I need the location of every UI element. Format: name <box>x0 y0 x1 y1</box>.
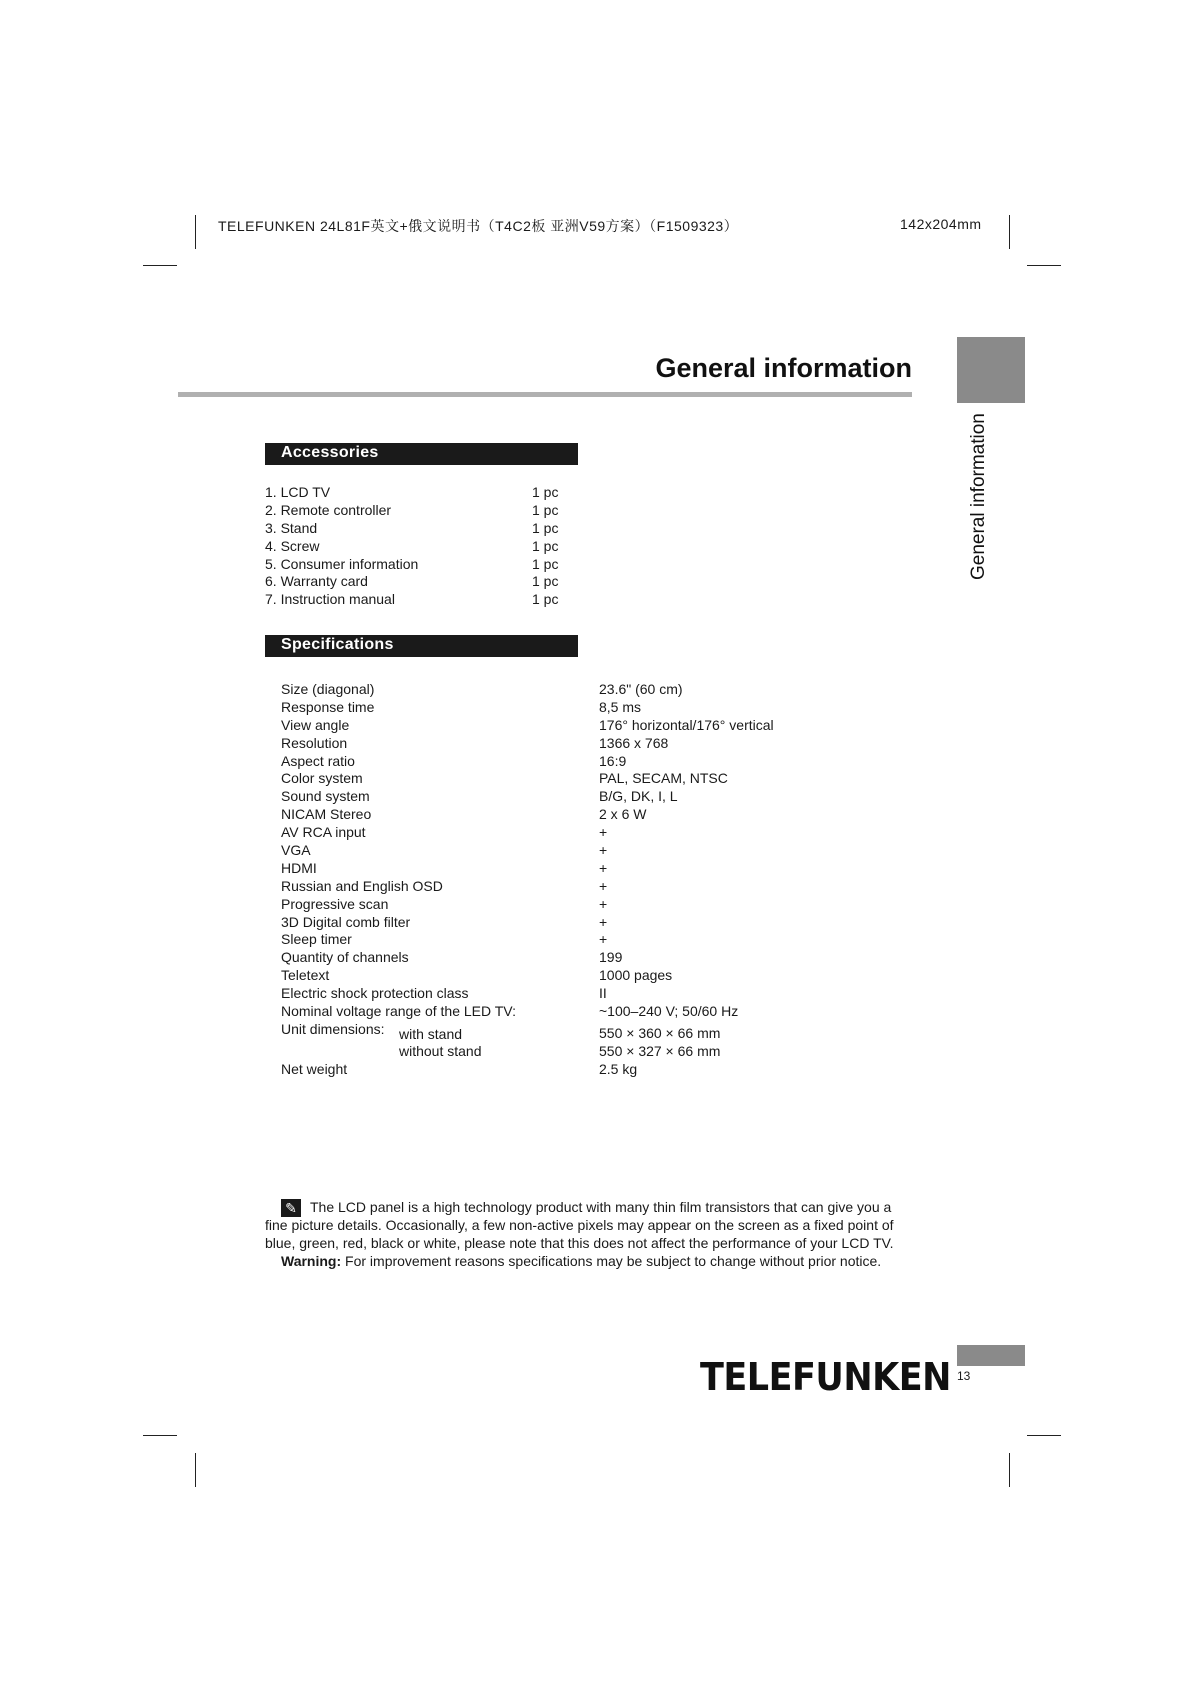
crop-mark <box>195 1453 196 1487</box>
spec-label: Sleep timer <box>281 931 352 948</box>
crop-mark <box>1027 265 1061 266</box>
print-header-size: 142x204mm <box>900 216 982 232</box>
accessory-name: 5. Consumer information <box>265 555 419 572</box>
spec-label: View angle <box>281 716 350 733</box>
spec-label: Progressive scan <box>281 895 389 912</box>
table-row <box>281 698 642 717</box>
spec-value: 550 × 327 × 66 mm <box>599 1042 721 1059</box>
warning-label: Warning: <box>281 1253 342 1269</box>
spec-value: 16:9 <box>599 752 627 769</box>
spec-label: VGA <box>281 842 311 859</box>
spec-label: Unit dimensions: <box>281 1020 385 1037</box>
table-row-dimensions-without-stand <box>281 1042 721 1061</box>
crop-mark <box>143 1435 177 1436</box>
spec-label: Color system <box>281 770 363 787</box>
warning-text: For improvement reasons specifications may be subject to change without prior notice. <box>345 1253 882 1269</box>
spec-value: + <box>599 895 608 912</box>
spec-label: AV RCA input <box>281 824 366 841</box>
spec-value: 176° horizontal/176° vertical <box>599 716 774 733</box>
spec-label: Sound system <box>281 788 370 805</box>
table-row <box>281 681 683 699</box>
table-row <box>281 752 627 771</box>
table-row <box>281 770 728 788</box>
page-number-tab <box>957 1345 1025 1366</box>
crop-mark <box>143 265 177 266</box>
list-item <box>265 501 559 520</box>
spec-value: B/G, DK, I, L <box>599 788 678 805</box>
spec-label: Nominal voltage range of the LED TV: <box>281 1003 517 1020</box>
spec-label: Russian and English OSD <box>281 877 443 894</box>
spec-value: PAL, SECAM, NTSC <box>599 770 728 787</box>
spec-value: + <box>599 842 608 859</box>
accessory-name: 6. Warranty card <box>265 573 368 590</box>
crop-mark <box>1027 1435 1061 1436</box>
crop-mark <box>1009 215 1010 249</box>
spec-label: Teletext <box>281 967 330 984</box>
spec-sublabel: with stand <box>399 1025 463 1042</box>
spec-value: + <box>599 913 608 930</box>
spec-value: 23.6" (60 cm) <box>599 681 683 697</box>
table-row <box>281 967 673 985</box>
accessory-qty: 1 pc <box>532 555 559 572</box>
list-item <box>265 519 559 538</box>
table-row <box>281 985 607 1003</box>
accessories-list <box>265 484 559 609</box>
table-row-dimensions-with-stand <box>281 1020 721 1043</box>
table-row <box>281 824 608 842</box>
table-row <box>281 716 774 735</box>
accessory-qty: 1 pc <box>532 573 559 590</box>
specifications-heading: Specifications <box>281 636 394 653</box>
list-item <box>265 555 559 574</box>
spec-value: 2 x 6 W <box>599 806 647 823</box>
spec-label: 3D Digital comb filter <box>281 913 411 930</box>
side-label: General information <box>968 413 989 580</box>
spec-value: ~100–240 V; 50/60 Hz <box>599 1003 739 1020</box>
table-row <box>281 931 608 949</box>
list-item <box>265 591 559 609</box>
spec-value: + <box>599 931 608 948</box>
table-row <box>281 734 669 753</box>
page-number: 13 <box>957 1369 971 1383</box>
spec-value: 8,5 ms <box>599 698 642 715</box>
brand-logo: TELEFUNKEN <box>700 1356 951 1400</box>
note-text: The LCD panel is a high technology product with many thin film transistors that can give you a fine picture details. Occasionally, a few non-active pixels may appear on the screen as a fixed point of blue, green, red, black or white, please note that this does not affect the performance of your LCD TV. <box>265 1199 894 1251</box>
table-row <box>281 949 623 967</box>
spec-value: + <box>599 877 608 894</box>
accessory-name: 4. Screw <box>265 537 320 554</box>
spec-label: Aspect ratio <box>281 752 355 769</box>
spec-value: + <box>599 859 608 876</box>
specifications-table <box>281 681 774 1079</box>
spec-value: 199 <box>599 949 623 966</box>
list-item <box>265 537 559 556</box>
spec-label: Size (diagonal) <box>281 681 375 697</box>
accessory-qty: 1 pc <box>532 591 559 608</box>
spec-value: + <box>599 824 608 841</box>
spec-label: HDMI <box>281 859 317 876</box>
accessory-qty: 1 pc <box>532 519 559 536</box>
accessory-qty: 1 pc <box>532 537 559 554</box>
note-pencil-icon: ✎ <box>281 1199 301 1217</box>
spec-label: Response time <box>281 698 375 715</box>
side-tab <box>957 337 1025 403</box>
list-item <box>265 573 559 591</box>
table-row <box>281 806 647 824</box>
crop-mark <box>1009 1453 1010 1487</box>
accessories-heading: Accessories <box>281 444 379 461</box>
list-item <box>265 484 559 502</box>
table-row <box>281 788 678 806</box>
accessory-name: 2. Remote controller <box>265 501 392 518</box>
spec-label: Quantity of channels <box>281 949 409 966</box>
table-row <box>281 1060 638 1079</box>
spec-label: Net weight <box>281 1060 348 1077</box>
spec-sublabel: without stand <box>399 1042 482 1059</box>
accessory-name: 3. Stand <box>265 519 318 536</box>
print-header-title: TELEFUNKEN 24L81F英文+俄文说明书（T4C2板 亚洲V59方案）（F1509323） <box>218 218 739 234</box>
spec-value: 1366 x 768 <box>599 734 669 751</box>
note-block <box>265 1198 915 1270</box>
crop-mark <box>195 215 196 249</box>
table-row <box>281 877 608 896</box>
spec-label: Resolution <box>281 734 348 751</box>
accessory-name: 1. LCD TV <box>265 484 331 500</box>
spec-label: NICAM Stereo <box>281 806 372 823</box>
table-row <box>281 1003 739 1021</box>
table-row <box>281 859 608 878</box>
table-row <box>281 842 608 860</box>
spec-value: 2.5 kg <box>599 1060 638 1077</box>
table-row <box>281 895 608 914</box>
page-title: General information <box>655 353 912 383</box>
accessory-qty: 1 pc <box>532 501 559 518</box>
spec-value: 550 × 360 × 66 mm <box>599 1024 721 1041</box>
table-row <box>281 913 608 932</box>
spec-value: 1000 pages <box>599 967 673 984</box>
accessory-qty: 1 pc <box>532 484 559 500</box>
spec-value: II <box>599 985 607 1002</box>
spec-label: Electric shock protection class <box>281 985 469 1002</box>
title-divider <box>178 392 912 397</box>
warning-paragraph <box>265 1252 915 1270</box>
specifications-heading-bar <box>265 635 578 657</box>
accessory-name: 7. Instruction manual <box>265 591 395 608</box>
accessories-heading-bar <box>265 443 578 465</box>
